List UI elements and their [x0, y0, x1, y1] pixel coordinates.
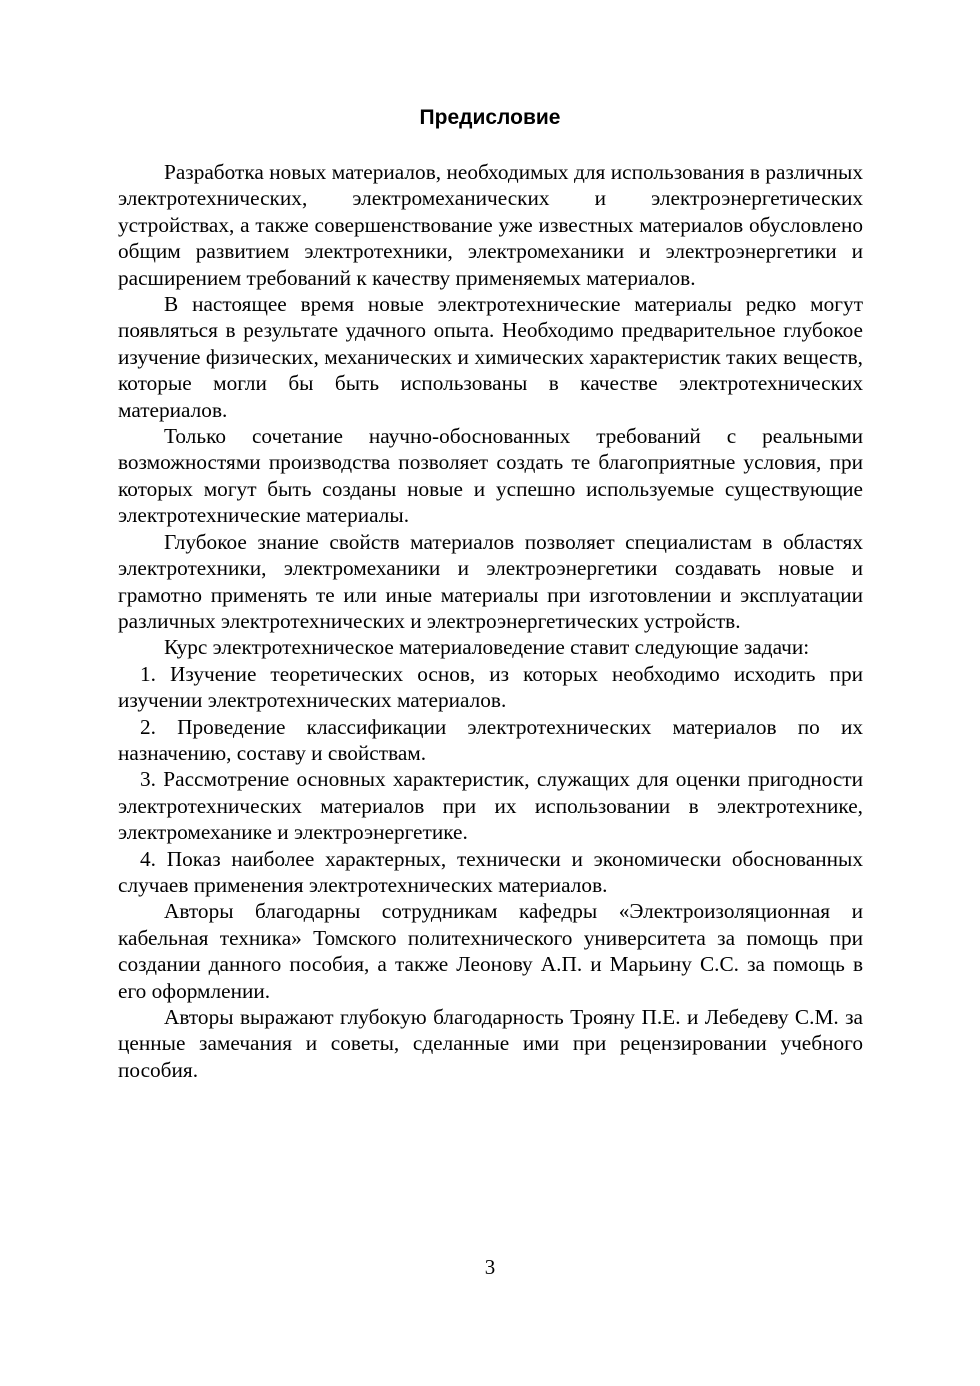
document-body [118, 159, 863, 1083]
paragraph-acknowledgement: Авторы благодарны сотрудникам кафедры «Электроизоляционная и кабельная техника» Томского политехнического университета за помощь при создании данного пособия, а также Леонову А.П. и Марьину С.С. за помощь в его оформлении. [118, 899, 863, 1003]
paragraph-tasks-intro: Курс электротехническое материаловедение ставит следующие задачи: [164, 635, 810, 660]
list-item: 4. Показ наиболее характерных, технически и экономически обоснованных случаев применения электротехнических материалов. [118, 846, 863, 897]
page-number: 3 [484, 1255, 496, 1279]
paragraph: Только сочетание научно-обоснованных требований с реальными возможностями производства позволяет создать те благоприятные условия, при которых могут быть созданы новые и успешно используемые существующие электротехнические материалы. [118, 424, 863, 528]
list-item: 2. Проведение классификации электротехнических материалов по их назначению, составу и свойствам. [118, 714, 863, 765]
page-title: Предисловие [419, 106, 561, 129]
paragraph: В настоящее время новые электротехнические материалы редко могут появляться в результате удачного опыта. Необходимо предварительное глубокое изучение физических, механических и химических характеристик таких веществ, которые могли бы быть использованы в качестве электротехнических материалов. [118, 292, 863, 422]
paragraph-acknowledgement: Авторы выражают глубокую благодарность Трояну П.Е. и Лебедеву С.М. за ценные замечания и советы, сделанные ими при рецензировании учебного пособия. [118, 1005, 863, 1082]
list-item: 1. Изучение теоретических основ, из которых необходимо исходить при изучении электротехнических материалов. [118, 661, 863, 713]
paragraph: Разработка новых материалов, необходимых для использования в различных электротехнических, электромеханических и электроэнергетических устройствах, а также совершенствование уже известных материалов обусловлено общим развитием электротехники, электромеханики и электроэнергетики и расширением требований к качеству применяемых материалов. [118, 160, 863, 290]
list-item: 3. Рассмотрение основных характеристик, служащих для оценки пригодности электротехнических материалов при их использовании в электротехнике, электромеханике и электроэнергетике. [118, 767, 863, 845]
paragraph: Глубокое знание свойств материалов позволяет специалистам в областях электротехники, электромеханики и электроэнергетики создавать новые и грамотно применять те или иные материалы при изготовлении и эксплуатации различных электротехнических и электроэнергетических устройств. [118, 529, 863, 633]
